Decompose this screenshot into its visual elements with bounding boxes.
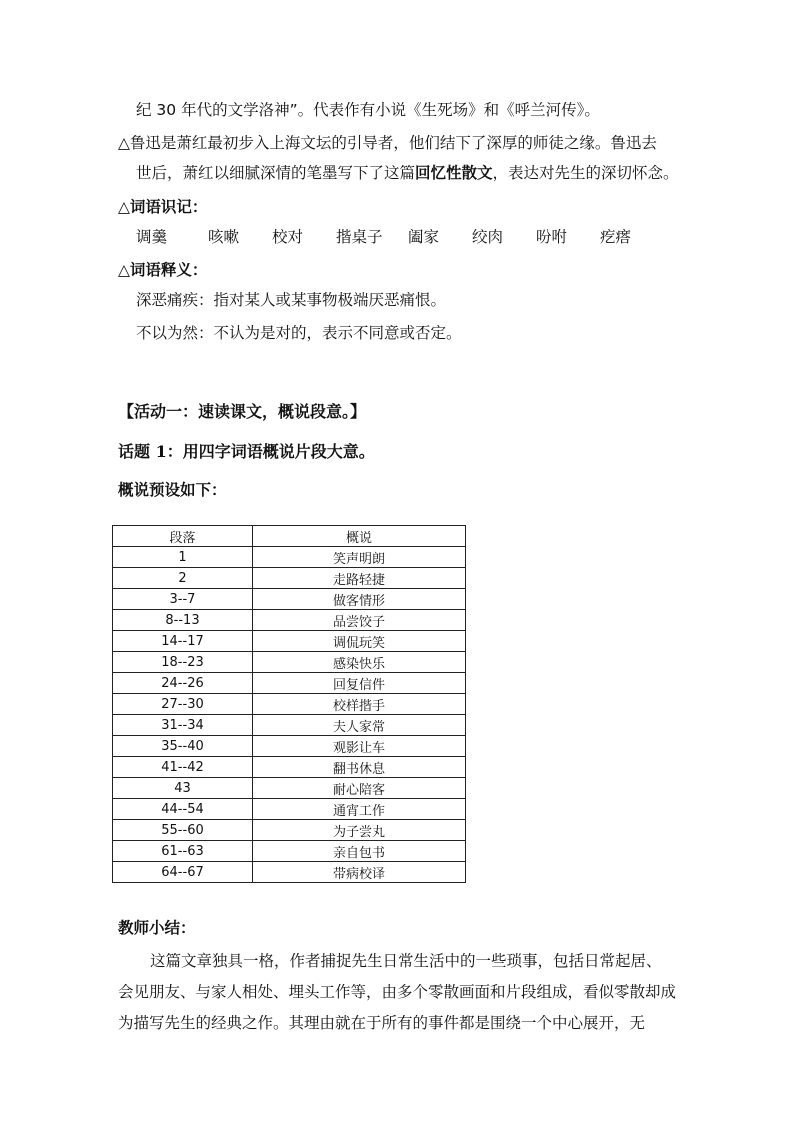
table-row — [113, 715, 466, 736]
paragraph-summary-table — [112, 525, 466, 883]
paragraph-cell: 14--17 — [113, 631, 253, 652]
summary-line: 这篇文章独具一格，作者捕捉先生日常生活中的一些琐事，包括日常起居、 — [150, 952, 662, 970]
table-row — [113, 757, 466, 778]
table-row — [113, 631, 466, 652]
intro-line-3 — [136, 163, 679, 183]
table-row — [113, 610, 466, 631]
definitions-heading: △词语释义： — [118, 261, 208, 279]
summary-cell: 带病校译 — [253, 862, 466, 883]
paragraph-cell: 2 — [113, 568, 253, 589]
table-row — [113, 778, 466, 799]
paragraph-cell: 64--67 — [113, 862, 253, 883]
vocab-word: 揩桌子 — [336, 228, 383, 246]
summary-line: 为描写先生的经典之作。其理由就在于所有的事件都是围绕一个中心展开，无 — [118, 1014, 646, 1032]
intro-line-3-emphasis: 回忆性散文 — [415, 164, 493, 182]
vocab-heading: △词语识记： — [118, 198, 208, 216]
table-row — [113, 652, 466, 673]
summary-cell: 夫人家常 — [253, 715, 466, 736]
table-row — [113, 841, 466, 862]
summary-cell: 走路轻捷 — [253, 568, 466, 589]
paragraph-cell: 35--40 — [113, 736, 253, 757]
paragraph-cell: 31--34 — [113, 715, 253, 736]
summary-cell: 校样揩手 — [253, 694, 466, 715]
paragraph-cell: 43 — [113, 778, 253, 799]
summary-cell: 做客情形 — [253, 589, 466, 610]
definition-item: 深恶痛疾：指对某人或某事物极端厌恶痛恨。 — [136, 291, 447, 309]
summary-cell: 调侃玩笑 — [253, 631, 466, 652]
preset-label: 概说预设如下： — [118, 481, 227, 499]
summary-line: 会见朋友、与家人相处、埋头工作等，由多个零散画面和片段组成，看似零散却成 — [118, 983, 677, 1001]
paragraph-cell: 41--42 — [113, 757, 253, 778]
table-row — [113, 736, 466, 757]
table-row — [113, 694, 466, 715]
vocab-word: 调羹 — [136, 228, 168, 246]
table-row — [113, 568, 466, 589]
paragraph-cell: 1 — [113, 547, 253, 568]
table-row — [113, 862, 466, 883]
summary-cell: 通宵工作 — [253, 799, 466, 820]
table-header-row — [113, 526, 466, 547]
vocab-word: 校对 — [272, 228, 304, 246]
paragraph-cell: 18--23 — [113, 652, 253, 673]
vocab-word: 咳嗽 — [208, 228, 240, 246]
vocab-word: 阖家 — [408, 228, 440, 246]
definition-item: 不以为然：不认为是对的，表示不同意或否定。 — [136, 324, 462, 342]
summary-cell: 品尝饺子 — [253, 610, 466, 631]
vocab-word: 疙瘩 — [600, 228, 632, 246]
table-row — [113, 820, 466, 841]
intro-line-3-text: 世后，萧红以细腻深情的笔墨写下了这篇 — [136, 164, 416, 182]
paragraph-cell: 44--54 — [113, 799, 253, 820]
vocab-word: 绞肉 — [472, 228, 504, 246]
paragraph-cell: 3--7 — [113, 589, 253, 610]
paragraph-cell: 27--30 — [113, 694, 253, 715]
summary-cell: 笑声明朗 — [253, 547, 466, 568]
table-row — [113, 799, 466, 820]
summary-cell: 回复信件 — [253, 673, 466, 694]
summary-cell: 感染快乐 — [253, 652, 466, 673]
intro-line-1: 纪 30 年代的文学洛神”。代表作有小说《生死场》和《呼兰河传》。 — [136, 101, 600, 119]
summary-cell: 翻书休息 — [253, 757, 466, 778]
paragraph-cell: 8--13 — [113, 610, 253, 631]
intro-line-3-tail: ，表达对先生的深切怀念。 — [492, 164, 679, 182]
summary-cell: 耐心陪客 — [253, 778, 466, 799]
paragraph-cell: 61--63 — [113, 841, 253, 862]
paragraph-cell: 55--60 — [113, 820, 253, 841]
table-row — [113, 673, 466, 694]
table-row — [113, 547, 466, 568]
activity-title: 【活动一：速读课文，概说段意。】 — [118, 402, 367, 421]
vocab-word: 吩咐 — [536, 228, 568, 246]
summary-heading: 教师小结： — [118, 919, 196, 937]
summary-cell: 观影让车 — [253, 736, 466, 757]
intro-line-2: △鲁迅是萧红最初步入上海文坛的引导者，他们结下了深厚的师徒之缘。鲁迅去 — [118, 134, 657, 152]
summary-cell: 为子尝丸 — [253, 820, 466, 841]
summary-cell: 亲自包书 — [253, 841, 466, 862]
topic-title: 话题 1：用四字词语概说片段大意。 — [118, 442, 375, 461]
paragraph-cell: 24--26 — [113, 673, 253, 694]
column-header-paragraph: 段落 — [113, 526, 253, 547]
column-header-summary: 概说 — [253, 526, 466, 547]
table-row — [113, 589, 466, 610]
